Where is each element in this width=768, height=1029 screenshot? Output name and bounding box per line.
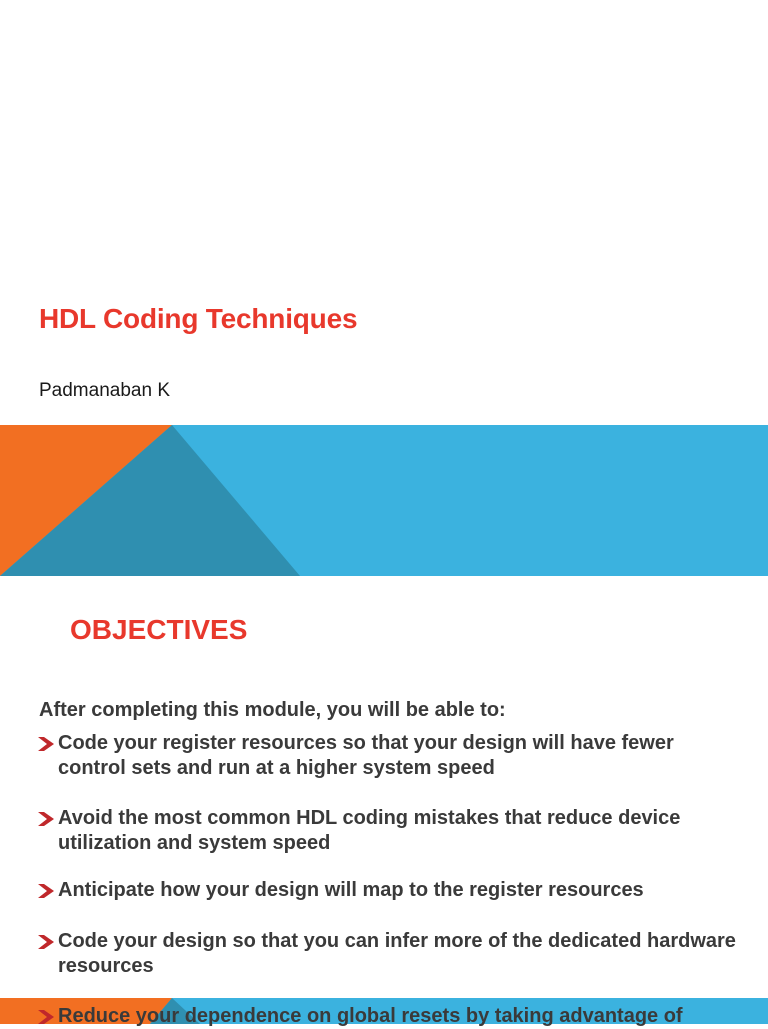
list-item — [38, 731, 738, 781]
objectives-lead: After completing this module, you will be able to: — [39, 699, 506, 721]
chevron-right-icon — [38, 884, 54, 898]
chevron-right-icon — [38, 812, 54, 826]
author-name: Padmanaban K — [39, 380, 170, 401]
list-item-partial — [38, 1004, 738, 1029]
bullet-text: Reduce your dependence on global resets by taking advantage of — [58, 1005, 683, 1027]
chevron-right-icon — [38, 1010, 54, 1024]
list-item — [38, 806, 738, 856]
title-banner-graphic — [0, 425, 768, 576]
presentation-title: HDL Coding Techniques — [39, 303, 358, 334]
chevron-right-icon — [38, 737, 54, 751]
objectives-slide — [0, 576, 768, 1027]
bullet-text: Anticipate how your design will map to the register resources — [58, 879, 644, 901]
bullet-text: Code your register resources so that your design will have fewer control sets and run at a higher system speed — [58, 732, 674, 779]
bullet-text: Avoid the most common HDL coding mistakes that reduce device utilization and system speed — [58, 807, 681, 854]
bullet-text: Code your design so that you can infer more of the dedicated hardware resources — [58, 930, 736, 977]
list-item — [38, 878, 738, 903]
objectives-heading: OBJECTIVES — [70, 614, 248, 645]
chevron-right-icon — [38, 935, 54, 949]
list-item — [38, 929, 738, 979]
